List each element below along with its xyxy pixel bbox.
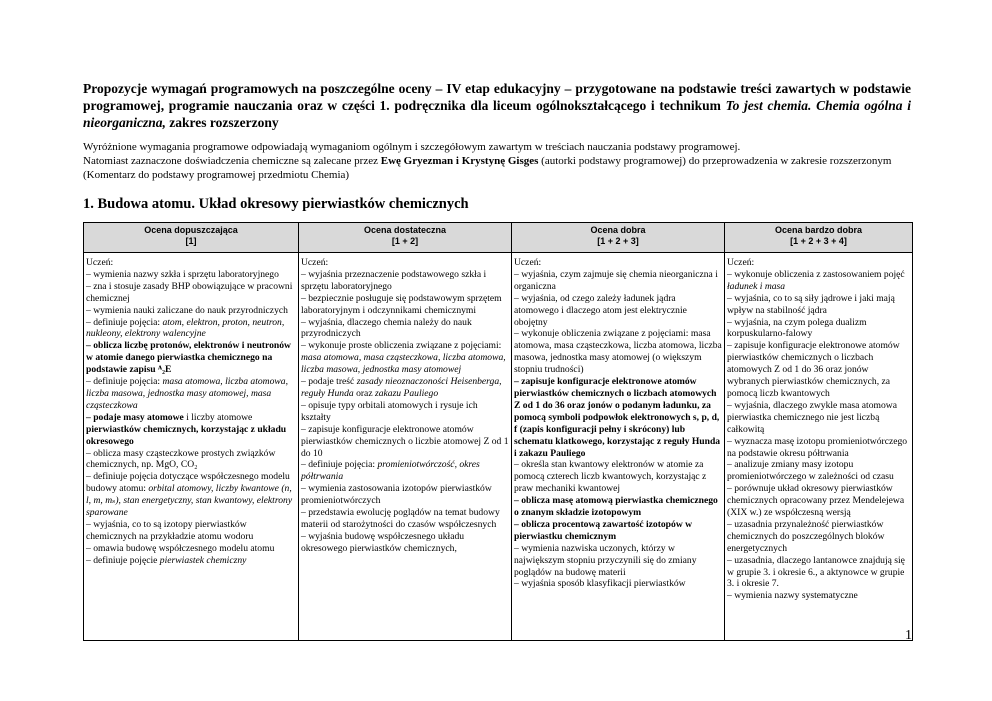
header-range: [1]	[185, 236, 197, 246]
item-term: ładunek i masa	[727, 280, 786, 292]
item-text: – oblicza liczbę protonów, elektronów i neutronów w atomie danego pierwiastka chemicznego na podstawie zapisu	[86, 340, 291, 376]
list-item	[86, 412, 296, 448]
item-text: oraz	[353, 387, 375, 399]
list-item: – wyjaśnia, od czego zależy ładunek jądra atomowego i dlaczego atom jest elektrycznie obojętny	[514, 292, 687, 328]
item-text: – definiuje pojęcia:	[86, 376, 163, 388]
header-name: Ocena dopuszczająca	[144, 225, 238, 235]
list-item: – określa stan kwantowy elektronów w atomie za pomocą czterech liczb kwantowych, korzystając z praw mechaniki kwantowej	[514, 459, 707, 495]
item-text: i liczby atomowe	[183, 411, 253, 423]
list-item	[86, 471, 296, 519]
list-item: Uczeń:	[727, 257, 755, 268]
isotope-symbol: ᴬ₂E	[157, 364, 172, 376]
list-item	[301, 376, 509, 400]
intro-line-2-a: Natomiast zaznaczone doświadczenia chemiczne są zalecane przez	[83, 155, 381, 167]
section-title: 1. Budowa atomu. Układ okresowy pierwiastków chemicznych	[83, 196, 469, 212]
item-text: – definiuje pojęcia:	[301, 459, 378, 471]
document-title	[83, 80, 911, 131]
list-item: – oblicza procentową zawartość izotopów w pierwiastku chemicznym	[514, 518, 693, 542]
cell-grade-1	[84, 253, 299, 641]
list-item: – opisuje typy orbitali atomowych i rysuje ich kształty	[301, 399, 478, 423]
list-item	[301, 340, 509, 376]
list-item	[86, 340, 296, 376]
item-term: atom, elektron, proton, neutron, nukleony, elektrony walencyjne	[86, 316, 285, 340]
list-item: – wymienia zastosowania izotopów pierwiastków promieniotwórczych	[301, 483, 492, 507]
list-item: – wykonuje obliczenia związane z pojęciami: masa atomowa, masa cząsteczkowa, liczba atomowa, liczba masowa, jednostka masy atomowej (o większym stopniu trudności)	[514, 328, 722, 376]
table-row	[84, 253, 913, 641]
list-item: – wymienia nazwy systematyczne	[727, 590, 858, 602]
page-number: 1	[905, 628, 912, 643]
title-text: Propozycje wymagań programowych na poszczególne oceny – IV etap edukacyjny – przygotowane na podstawie treści zawartych w podstawie programowej, programie nauczania oraz w części 1. podręcznika dla liceum ogólnokształcącego i technikum	[83, 81, 911, 113]
header-name: Ocena dostateczna	[363, 225, 447, 235]
item-term: pierwiastek chemiczny	[159, 554, 247, 566]
item-text: – podaje masy atomowe	[86, 411, 184, 423]
header-grade-4	[725, 223, 913, 253]
item-term: orbital atomowy, liczby kwantowe (n, l, m, mₛ), stan energetyczny, stan kwantowy, elektrony sparowane	[86, 483, 293, 519]
item-term: zakazu Pauliego	[374, 387, 439, 399]
list-item: – wyjaśnia, dlaczego zwykle masa atomowa pierwiastka chemicznego nie jest liczbą całkowitą	[727, 399, 897, 435]
list-item: – wyjaśnia budowę współczesnego układu okresowego pierwiastków chemicznych,	[301, 530, 465, 554]
list-item: – wymienia nauki zaliczane do nauk przyrodniczych	[86, 304, 288, 316]
list-item: – wyjaśnia, co to są izotopy pierwiastków chemicznych na przykładzie atomu wodoru	[86, 518, 254, 542]
cell-grade-2	[299, 253, 512, 641]
list-item: – zapisuje konfiguracje elektronowe atomów pierwiastków chemicznych o liczbie atomowej Z od 1 do 10	[301, 423, 509, 459]
header-range: [1 + 2]	[391, 236, 419, 246]
header-name: Ocena dobra	[590, 225, 646, 235]
list-item: – zna i stosuje zasady BHP obowiązujące w pracowni chemicznej	[86, 280, 293, 304]
list-item: Uczeń:	[86, 257, 114, 268]
title-scope: zakres rozszerzony	[165, 115, 279, 130]
list-item: – analizuje zmiany masy izotopu promieniotwórczego w zależności od czasu	[727, 459, 894, 483]
list-item: – wymienia nazwiska uczonych, którzy w największym stopniu przyczynili się do zmiany poglądów na budowę materii	[514, 542, 697, 578]
list-item: – omawia budowę współczesnego modelu atomu	[86, 542, 275, 554]
intro-line-2-c: (autorki podstawy programowej) do przeprowadzenia w zakresie rozszerzonym (Komentarz do podstawy programowej przedmiotu Chemia)	[83, 155, 892, 181]
cell-grade-4	[725, 253, 913, 641]
intro-line-2	[83, 154, 911, 182]
list-item: Uczeń:	[514, 257, 542, 268]
item-term: masa atomowa, liczba atomowa, liczba masowa, jednostka masy atomowej, masa cząsteczkowa	[86, 376, 288, 411]
item-text: – wykonuje proste obliczenia związane z pojęciami:	[301, 340, 502, 352]
list-item: – wyjaśnia, dlaczego chemia należy do nauk przyrodniczych	[301, 316, 472, 340]
intro-line-1: Wyróżnione wymagania programowe odpowiadają wymaganiom ogólnym i szczegółowym zawartym w treściach nauczania podstawy programowej.	[83, 141, 741, 153]
intro-paragraph	[83, 140, 911, 182]
list-item: – uzasadnia przynależność pierwiastków chemicznych do poszczególnych bloków energetycznych	[727, 518, 885, 554]
list-item: – przedstawia ewolucję poglądów na temat budowy materii od starożytności do czasów współczesnych	[301, 507, 500, 530]
header-grade-1	[84, 223, 299, 253]
list-item: – zapisuje konfiguracje elektronowe atomów pierwiastków chemicznych o liczbach atomowych Z od 1 do 36 oraz jonów o podanym ładunku, za pomocą symboli podpowłok elektronowych s, p, d, f (zapis konfiguracji pełny i skrócony) lub schematu klatkowego, korzystając z reguły Hunda i zakazu Pauliego	[514, 376, 721, 459]
list-item: – porównuje układ okresowy pierwiastków chemicznych opracowany przez Mendelejewa (XIX w.) ze współczesną wersją	[727, 483, 905, 519]
list-item: – wyjaśnia przeznaczenie podstawowego szkła i sprzętu laboratoryjnego	[301, 268, 487, 292]
list-item: – wyjaśnia, co to są siły jądrowe i jaki mają wpływ na stabilność jądra	[727, 292, 895, 316]
item-term: zasady nieoznaczoności Heisenberga, reguły Hunda	[301, 376, 502, 399]
list-item: – wymienia nazwy szkła i sprzętu laboratoryjnego	[86, 268, 279, 280]
requirements-table	[83, 222, 913, 641]
header-grade-3	[512, 223, 725, 253]
list-item: – zapisuje konfiguracje elektronowe atomów pierwiastków chemicznych o liczbach atomowych Z od 1 do 36 oraz jonów wybranych pierwiastków chemicznych, za pomocą liczb kwantowych	[727, 340, 900, 399]
list-item	[86, 376, 296, 412]
header-name: Ocena bardzo dobra	[774, 225, 863, 235]
intro-authors: Ewę Gryezman i Krystynę Gisges	[380, 155, 539, 167]
list-item: – wyjaśnia, czym zajmuje się chemia nieorganiczna i organiczna	[514, 268, 718, 292]
item-text: – definiuje pojęcia:	[86, 316, 163, 328]
item-text: – wykonuje obliczenia z zastosowaniem pojęć	[727, 268, 905, 280]
header-range: [1 + 2 + 3]	[597, 236, 639, 246]
item-term: masa atomowa, masa cząsteczkowa, liczba atomowa, liczba masowa, jednostka masy atomowej	[301, 352, 506, 376]
cell-grade-3	[512, 253, 725, 641]
item-text: – definiuje pojęcie	[86, 554, 160, 566]
item-text: pierwiastków chemicznych, korzystając z układu okresowego	[86, 423, 287, 447]
title-book: To jest chemia. Chemia ogólna i nieorganiczna,	[83, 98, 911, 130]
list-item: – wyjaśnia sposób klasyfikacji pierwiastków	[514, 578, 686, 590]
list-item: – uzasadnia, dlaczego lantanowce znajdują się w grupie 3. i okresie 6., a aktynowce w grupie 3. i okresie 7.	[727, 554, 905, 590]
list-item	[86, 317, 296, 341]
list-item	[86, 555, 296, 567]
item-text: – podaje treść	[301, 376, 357, 388]
list-item: – wyjaśnia, na czym polega dualizm korpuskularno-falowy	[727, 316, 867, 340]
header-range: [1 + 2 + 3 + 4]	[790, 236, 847, 246]
list-item: – oblicza masę atomową pierwiastka chemicznego o znanym składzie izotopowym	[514, 495, 718, 519]
table-header-row	[84, 223, 913, 253]
list-item: – bezpiecznie posługuje się podstawowym sprzętem laboratoryjnym i odczynnikami chemicznymi	[301, 292, 502, 316]
list-item: – oblicza masy cząsteczkowe prostych związków chemicznych, np. MgO, CO₂	[86, 447, 276, 471]
list-item: – wyznacza masę izotopu promieniotwórczego na podstawie okresu półtrwania	[727, 435, 908, 459]
item-term: promieniotwórczość, okres półtrwania	[301, 459, 480, 483]
item-text: – definiuje pojęcia dotyczące współczesnego modelu budowy atomu:	[86, 471, 290, 495]
list-item	[727, 269, 910, 293]
header-grade-2	[299, 223, 512, 253]
list-item: Uczeń:	[301, 257, 329, 268]
list-item	[301, 459, 509, 483]
